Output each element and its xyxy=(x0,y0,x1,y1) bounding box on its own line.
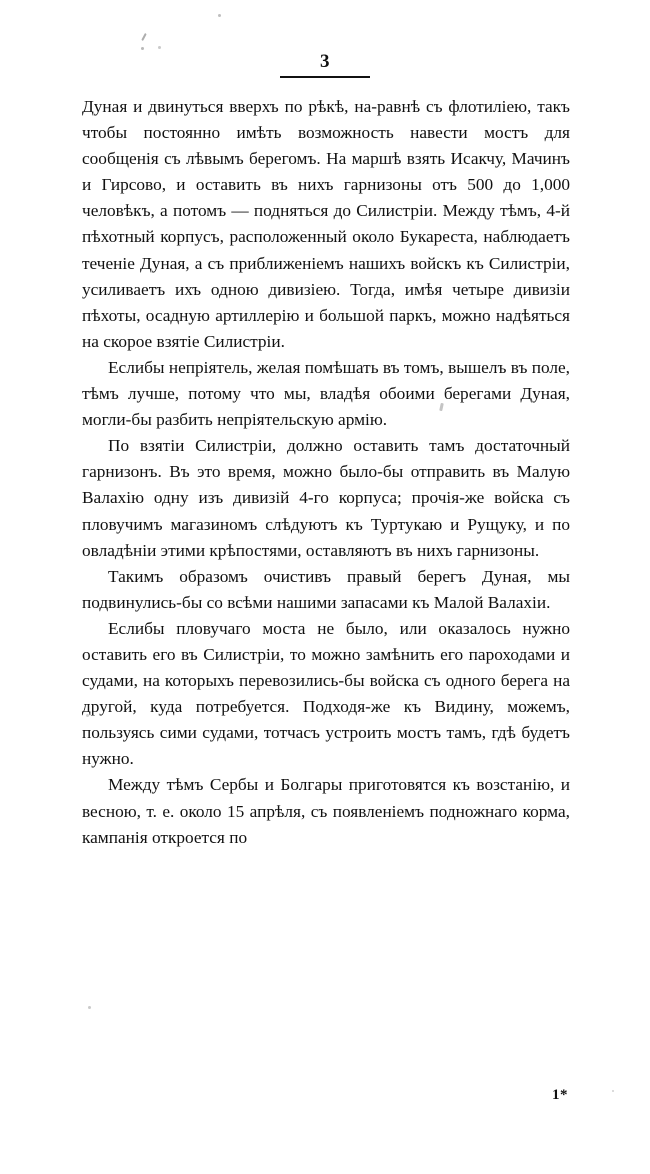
paragraph: Такимъ образомъ очистивъ правый берегъ Дуная, мы подвинулись-бы со всѣми нашими запасами къ Малой Валахiи. xyxy=(82,566,570,612)
paragraph: По взятiи Силистрiи, должно оставить тамъ достаточный гарнизонъ. Въ это время, можно было-бы отправить въ Малую Валахiю одну изъ дивизiй 4-го корпуса; прочiя-же войска съ пловучимъ магазиномъ слѣдуютъ къ Туртукаю и Рущуку, и по овладѣнiи этими крѣпостями, оставляютъ въ нихъ гарнизоны. xyxy=(82,436,570,560)
paper-speck xyxy=(612,1090,614,1092)
paper-speck xyxy=(88,1006,91,1009)
paragraph: Дуная и двинуться вверхъ по рѣкѣ, на-равнѣ съ флотилiею, такъ чтобы постоянно имѣть возможность навести мостъ для сообщенiя съ лѣвымъ берегомъ. На маршѣ взять Исакчу, Мачинъ и Гирсово, и оставить въ нихъ гарнизоны отъ 500 до 1,000 человѣкъ, а потомъ — подняться до Силистрiи. Между тѣмъ, 4-й пѣхотный корпусъ, расположенный около Букареста, наблюдаетъ теченiе Дуная, а съ приближенiемъ нашихъ войскъ къ Силистрiи, усиливаетъ ихъ одною дивизiею. Тогда, имѣя четыре дивизiи пѣхоты, осадную артиллерiю и большой паркъ, можно надѣяться на скорое взятiе Силистрiи. xyxy=(82,97,570,351)
paper-speck xyxy=(141,47,144,50)
paragraph: Еслибы пловучаго моста не было, или оказалось нужно оставить его въ Силистрiи, то можно замѣнить его пароходами и судами, на которыхъ перевозились-бы войска съ одного берега на другой, куда потребуется. Подходя-же къ Видину, можемъ, пользуясь сими судами, тотчасъ устроить мостъ тамъ, гдѣ будетъ нужно. xyxy=(82,618,570,769)
header-rule xyxy=(280,76,370,78)
paper-speck xyxy=(218,14,221,17)
paper-speck xyxy=(158,46,161,49)
signature-mark: 1* xyxy=(552,1087,568,1103)
page-header xyxy=(0,52,650,78)
body-text xyxy=(82,94,570,851)
paragraph: Между тѣмъ Сербы и Болгары приготовятся къ возстанiю, и весною, т. е. около 15 апрѣля, съ появленiемъ подножнаго корма, кампанiя откроется по xyxy=(82,775,570,847)
paper-speck xyxy=(141,33,147,41)
paragraph: Еслибы непрiятель, желая помѣшать въ томъ, вышелъ въ поле, тѣмъ лучше, потому что мы, владѣя обоими берегами Дуная, могли-бы разбить непрiятельскую армiю. xyxy=(82,357,570,430)
page-number: 3 xyxy=(320,51,330,72)
